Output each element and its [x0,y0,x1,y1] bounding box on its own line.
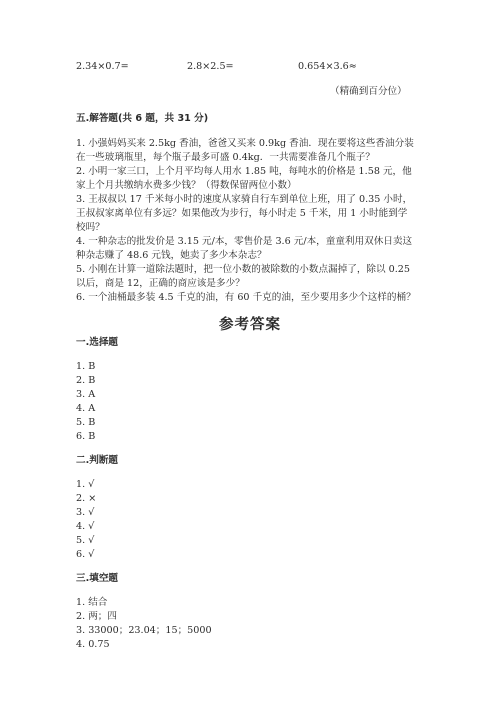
answer-item: 2. 两；四 [76,611,117,622]
answer-item: 6. √ [76,549,95,560]
answer-section-heading: 二.判断题 [76,455,119,466]
answer-item: 1. 结合 [76,597,108,608]
problem-line: 在一些玻璃瓶里，每个瓶子最多可盛 0.4kg．一共需要准备几个瓶子？ [76,152,375,163]
answer-item: 3. 33000；23.04；15；5000 [76,625,212,636]
answer-section-heading: 三.填空题 [76,573,119,584]
problem-line: 家上个月共缴纳水费多少钱？（得数保留两位小数） [76,180,297,191]
answer-item: 3. A [76,389,96,400]
problem-line: 2. 小明一家三口，上个月平均每人用水 1.85 吨，每吨水的价格是 1.58 元，他 [76,166,412,177]
problem-line: 种杂志赚了 48.6 元钱，她卖了多少本杂志？ [76,250,267,261]
problem-line: 1. 小强妈妈买来 2.5kg 香油，爸爸又买来 0.9kg 香油．现在要将这些香油分装 [76,138,414,149]
answer-item: 4. A [76,403,96,414]
answer-item: 3. √ [76,507,95,518]
problem-line: 以后，商是 12，正确的商应该是多少？ [76,278,245,289]
answer-item: 1. √ [76,479,95,490]
answer-item: 4. 0.75 [76,639,110,650]
answer-item: 6. B [76,431,96,442]
answer-item: 5. B [76,417,96,428]
calc-item-3: 0.654×3.6≈ [298,61,357,72]
problem-line: 5. 小刚在计算一道除法题时，把一位小数的被除数的小数点漏掉了，除以 0.25 [76,264,411,275]
rounding-note: （精确到百分位） [330,86,407,97]
answer-section-heading: 一.选择题 [76,337,119,348]
answer-item: 2. × [76,493,97,504]
problem-line: 校吗？ [76,222,105,233]
problem-line: 3. 王叔叔以 17 千米每小时的速度从家骑自行车到单位上班，用了 0.35 小时， [76,194,413,205]
answer-item: 2. B [76,375,96,386]
answer-item: 5. √ [76,535,95,546]
answer-item: 4. √ [76,521,95,532]
section-5-heading: 五.解答题(共 6 题，共 31 分) [76,113,209,124]
calc-item-1: 2.34×0.7= [76,61,129,72]
calc-item-2: 2.8×2.5= [187,61,234,72]
answers-title: 参考答案 [219,317,281,333]
problem-line: 6. 一个油桶最多装 4.5 千克的油，有 60 千克的油，至少要用多少个这样的桶？ [76,292,416,303]
answer-item: 1. B [76,361,96,372]
problem-line: 王叔叔家离单位有多远？如果他改为步行，每小时走 5 千米，用 1 小时能到学 [76,208,408,219]
problem-line: 4. 一种杂志的批发价是 3.15 元/本，零售价是 3.6 元/本，童童利用双休日卖这 [76,236,413,247]
